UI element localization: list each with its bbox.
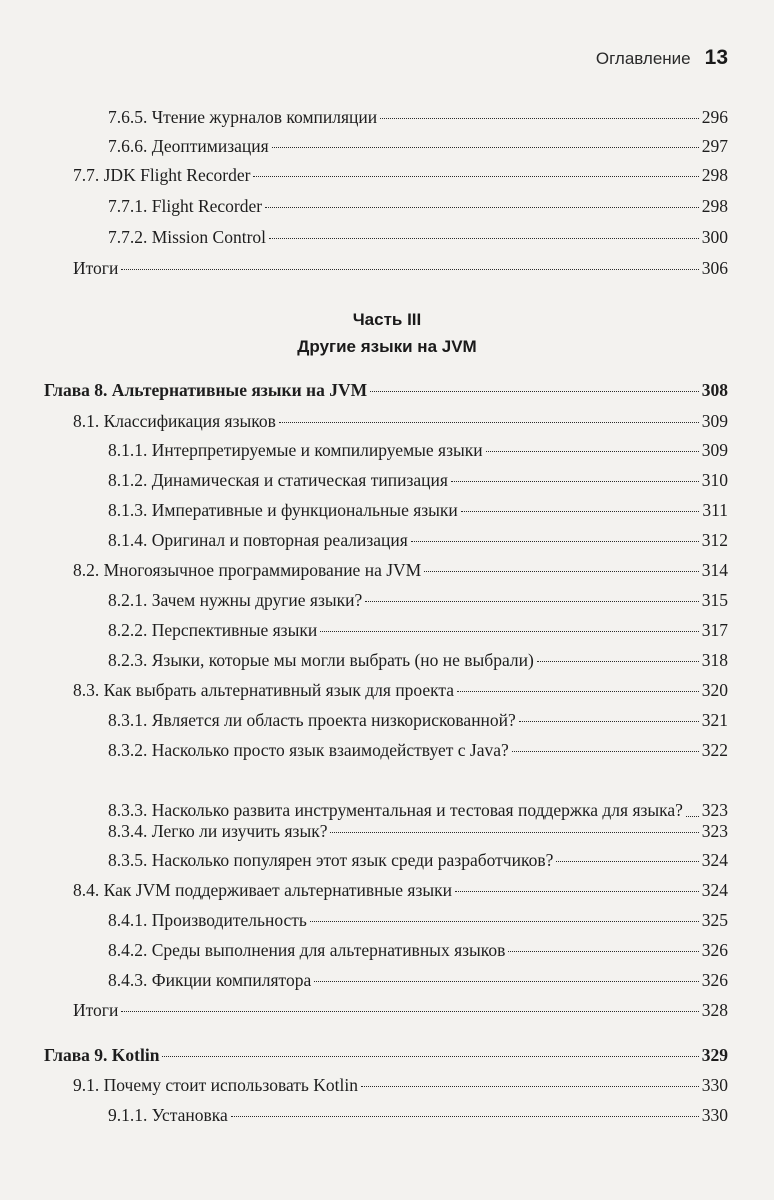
toc-leader-dots [451,481,699,482]
toc-entry-label: 8.4. Как JVM поддерживает альтернативные языки [73,880,453,900]
toc-entry-label: 8.3.4. Легко ли изучить язык? [108,821,328,841]
toc-entry-label: Глава 8. Альтернативные языки на JVM [44,380,368,400]
toc-entry-label: 8.4.3. Фикции компилятора [108,970,312,990]
toc-leader-dots [411,541,699,542]
toc-leader-dots [231,1116,699,1117]
toc-entry-page: 325 [701,910,728,930]
toc-entry [108,939,728,961]
toc-entry [108,769,728,821]
toc-entry-page: 309 [701,440,728,460]
toc-entry [73,1074,728,1096]
toc-entry [73,559,728,581]
toc-entry-label: 8.2.2. Перспективные языки [108,620,318,640]
toc-leader-dots [512,751,699,752]
toc-entry [73,164,728,186]
toc-entry [108,820,728,842]
toc-entry-label: Итоги [73,258,119,278]
toc-entry-label: 8.3. Как выбрать альтернативный язык для проекта [73,680,455,700]
part-label: Часть III [352,310,422,329]
toc-leader-dots [121,269,698,270]
toc-chapter-entry [44,379,728,401]
toc-entry-page: 326 [701,940,728,960]
toc-leader-dots [320,631,699,632]
toc-entry-page: 330 [701,1105,728,1125]
toc-entry-page: 323 [701,800,728,820]
toc-leader-dots [537,661,699,662]
toc-leader-dots [162,1056,698,1057]
toc-entry-label: 9.1.1. Установка [108,1105,228,1125]
toc-entry-label: 8.3.1. Является ли область проекта низкорискованной? [108,710,516,730]
toc-entry-page: 315 [701,590,728,610]
toc-entry-label: 8.3.3. Насколько развита инструментальная и тестовая поддержка для языка? [108,800,683,820]
toc-entry-page: 314 [701,560,728,580]
toc-leader-dots [508,951,698,952]
toc-leader-dots [370,391,699,392]
header-title: Оглавление [595,49,691,68]
toc-entry-page: 324 [701,880,728,900]
part-title: Другие языки на JVM [297,337,477,356]
toc-entry [108,195,728,217]
toc-entry-label: 8.2.1. Зачем нужны другие языки? [108,590,363,610]
toc-leader-dots [279,422,699,423]
toc-entry-label: 8.2. Многоязычное программирование на JVM [73,560,422,580]
toc-entry-label: Глава 9. Kotlin [44,1045,160,1065]
toc-leader-dots [314,981,699,982]
toc-leader-dots [330,832,698,833]
toc-entry [73,999,728,1021]
toc-leader-dots [424,571,699,572]
toc-leader-dots [272,147,699,148]
toc-entry [108,529,728,551]
toc-entry [108,106,728,128]
running-header [596,46,728,70]
toc-entry [108,709,728,731]
header-page-number: 13 [704,46,728,69]
toc-entry [73,679,728,701]
toc-entry-page: 310 [701,470,728,490]
toc-entry-label: 8.4.1. Производительность [108,910,307,930]
toc-entry [108,589,728,611]
toc-entry [108,649,728,671]
toc-entry-page: 308 [701,380,728,400]
toc-entry-label: 7.7.2. Mission Control [108,227,267,247]
toc-entry-label: 8.4.2. Среды выполнения для альтернативных языков [108,940,506,960]
toc-leader-dots [380,118,699,119]
toc-leader-dots [265,207,699,208]
toc-entry-page: 311 [702,500,728,520]
toc-entry-label: 8.3.5. Насколько популярен этот язык среди разработчиков? [108,850,554,870]
toc-entry-page: 322 [701,740,728,760]
toc-entry-label: 7.7.1. Flight Recorder [108,196,263,216]
toc-entry-page: 298 [701,165,728,185]
toc-entry-page: 328 [701,1000,728,1020]
toc-entry-page: 309 [701,411,728,431]
toc-leader-dots [519,721,699,722]
toc-entry-page: 323 [701,821,728,841]
toc-entry-label: Итоги [73,1000,119,1020]
toc-leader-dots [253,176,698,177]
toc-entry-label: 9.1. Почему стоит использовать Kotlin [73,1075,359,1095]
toc-leader-dots [310,921,699,922]
toc-entry-page: 320 [701,680,728,700]
toc-entry [108,619,728,641]
toc-entry-page: 329 [701,1045,728,1065]
toc-entry-label: 7.6.5. Чтение журналов компиляции [108,107,378,127]
toc-entry-label: 8.2.3. Языки, которые мы могли выбрать (но не выбрали) [108,650,534,670]
toc-entry [108,849,728,871]
toc-entry [108,135,728,157]
toc-entry-label: 8.1.3. Императивные и функциональные языки [108,500,458,520]
toc-entry-page: 324 [701,850,728,870]
toc-entry-page: 321 [701,710,728,730]
toc-entry [108,739,728,761]
toc-leader-dots [269,238,699,239]
toc-leader-dots [455,891,699,892]
toc-entry [108,969,728,991]
toc-entry-page: 318 [701,650,728,670]
toc-entry-page: 312 [701,530,728,550]
toc-leader-dots [365,601,698,602]
toc-entry-label: 7.7. JDK Flight Recorder [73,165,251,185]
toc-entry-label: 7.6.6. Деоптимизация [108,136,269,156]
toc-entry [73,879,728,901]
toc-entry-label: 8.1. Классификация языков [73,411,276,431]
toc-entry-page: 306 [701,258,728,278]
toc-entry-label: 8.1.1. Интерпретируемые и компилируемые языки [108,440,483,460]
toc-entry-page: 326 [701,970,728,990]
toc-chapter-entry [44,1044,728,1066]
toc-entry-page: 297 [701,136,728,156]
toc-entry-label: 8.1.4. Оригинал и повторная реализация [108,530,408,550]
toc-entry-page: 300 [701,227,728,247]
toc-entry [73,410,728,432]
toc-leader-dots [121,1011,698,1012]
toc-entry [108,226,728,248]
toc-entry [108,439,728,461]
toc-entry-page: 296 [701,107,728,127]
toc-entry-page: 330 [701,1075,728,1095]
toc-leader-dots [686,816,699,817]
toc-entry-page: 317 [701,620,728,640]
toc-leader-dots [457,691,699,692]
toc-entry [108,499,728,521]
toc-entry-label: 8.1.2. Динамическая и статическая типизация [108,470,448,490]
toc-leader-dots [461,511,700,512]
toc-leader-dots [556,861,698,862]
toc-leader-dots [486,451,699,452]
toc-entry [108,909,728,931]
toc-entry [108,469,728,491]
toc-entry-label: 8.3.2. Насколько просто язык взаимодействует с Java? [108,740,509,760]
toc-entry [108,1104,728,1126]
toc-leader-dots [361,1086,699,1087]
toc-entry-page: 298 [701,196,728,216]
toc-entry [73,257,728,279]
